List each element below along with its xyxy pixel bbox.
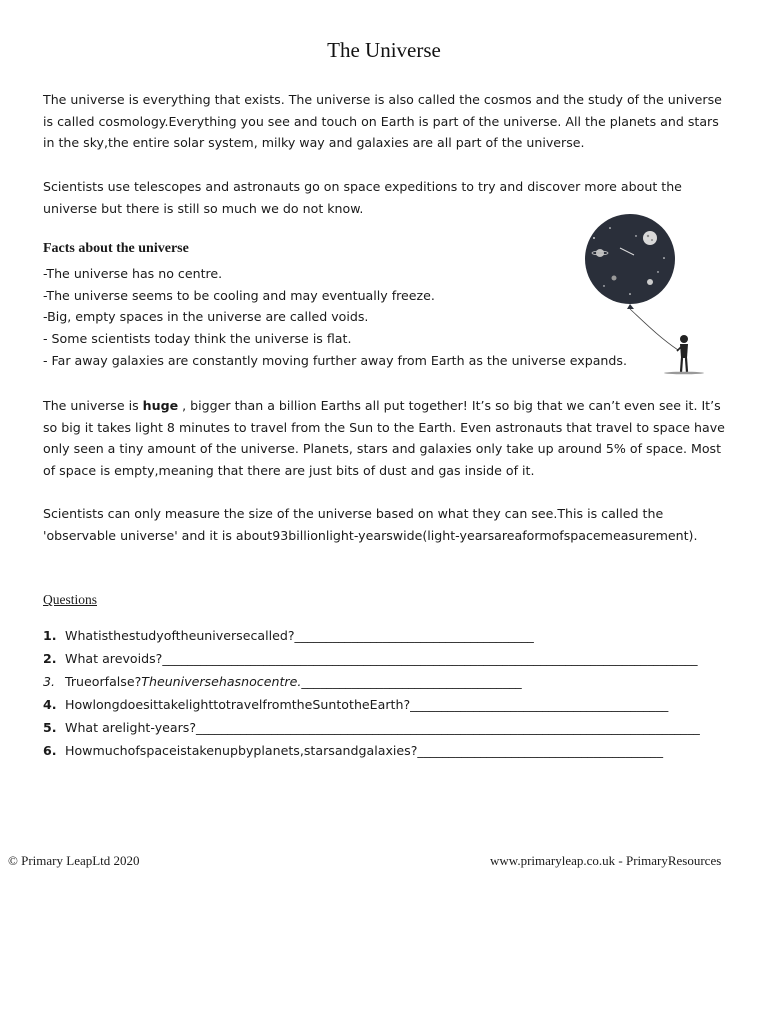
question-text: Whatisthestudyoftheuniversecalled? — [65, 628, 295, 643]
question-item — [43, 671, 733, 694]
question-item — [43, 694, 733, 717]
copyright-footer: © Primary LeapLtd 2020 — [8, 853, 140, 868]
child-holding-universe-balloon-icon — [574, 212, 714, 382]
answer-line: _________________________________________ — [410, 696, 669, 712]
questions-list — [43, 625, 733, 762]
question-text: What arevoids? — [65, 650, 163, 666]
facts-heading: Facts about the universe — [43, 241, 189, 256]
question-number: 5. — [43, 719, 57, 735]
answer-line: ___________________________________ — [301, 673, 522, 689]
fact-item: -The universe has no centre. — [43, 266, 223, 281]
huge-emphasis: huge — [142, 398, 179, 413]
question-number: 1. — [43, 628, 57, 643]
website-footer: www.primaryleap.co.uk - PrimaryResources — [490, 853, 722, 868]
question-number: 4. — [43, 696, 57, 712]
questions-heading: Questions — [43, 592, 97, 607]
size-paragraph-end: , bigger than a billion Earths all put together! It’s so big that we can’t even see it. It’s so big it takes light 8 minutes to travel from the Sun to the Earth. Even astronauts that travel to space have only seen a tiny amount of the universe. Planets, stars and galaxies only take up around 5% of space. Most of space is empty,meaning that there are just bits of dust and gas inside of it. — [43, 398, 725, 479]
fact-item: -The universe seems to be cooling and may eventually freeze. — [43, 287, 435, 303]
answer-line: ______________________________________ — [294, 628, 534, 643]
fact-item: - Far away galaxies are constantly moving further away from Earth as the universe expands. — [43, 352, 627, 368]
question-number: 2. — [43, 650, 57, 666]
question-text: What arelight-years? — [65, 719, 197, 735]
question-item — [43, 740, 733, 763]
fact-item: -Big, empty spaces in the universe are called voids. — [43, 309, 369, 325]
scientists-paragraph: Scientists use telescopes and astronauts go on space expeditions to try and discover more about the universe but there is still so much we do not know. — [43, 179, 682, 216]
size-paragraph — [43, 395, 733, 482]
observable-paragraph: Scientists can only measure the size of the universe based on what they can see.This is called the 'observable universe' and it is about93billionlight-yearswide(light-yearsareaformofspacemeasurement). — [43, 506, 698, 543]
question-item — [43, 648, 733, 671]
question-statement: Theuniversehasnocentre. — [141, 673, 302, 689]
answer-line: ________________________________________________________________________________ — [196, 719, 700, 735]
answer-line: _____________________________________________________________________________________ — [162, 650, 698, 666]
fact-item: - Some scientists today think the universe is flat. — [43, 331, 352, 347]
question-text: Trueorfalse? — [65, 673, 142, 689]
intro-paragraph: The universe is everything that exists. The universe is also called the cosmos and the study of the universe is called cosmology.Everything you see and touch on Earth is part of the universe. All the planets and stars in the sky,the entire solar system, milky way and galaxies are all part of the universe. — [43, 92, 722, 151]
page-title: The Universe — [327, 38, 441, 62]
question-text: Howmuchofspaceistakenupbyplanets,starsandgalaxies? — [65, 742, 418, 758]
answer-line: _______________________________________ — [417, 742, 663, 758]
question-number: 6. — [43, 742, 57, 758]
question-item — [43, 717, 733, 740]
question-number: 3. — [43, 673, 56, 689]
question-text: HowlongdoesittakelighttotravelfromtheSuntotheEarth? — [65, 696, 411, 712]
question-item — [43, 625, 733, 648]
facts-list — [43, 263, 643, 372]
size-paragraph-start: The universe is — [43, 398, 143, 413]
